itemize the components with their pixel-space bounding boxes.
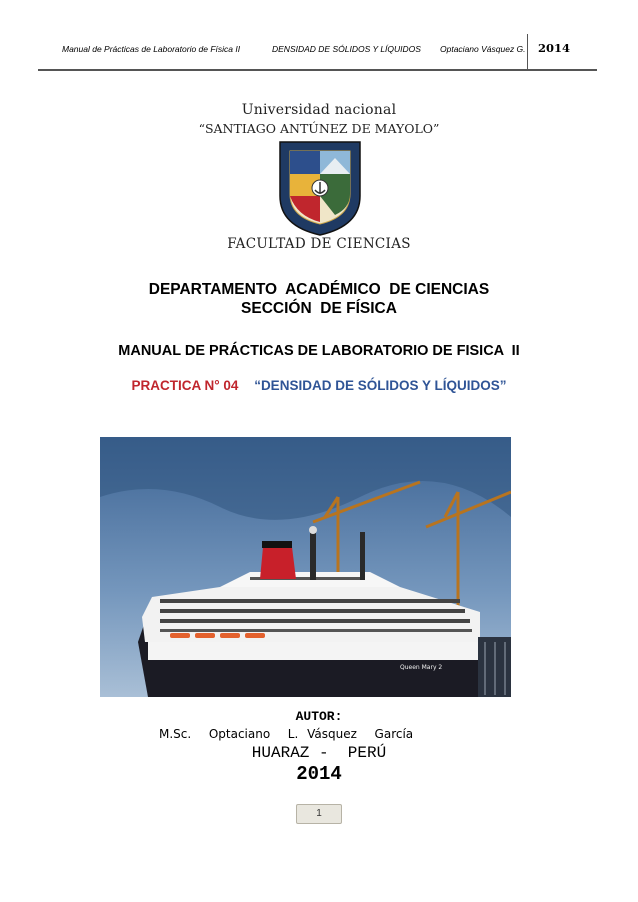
university-name: Universidad nacional (241, 102, 397, 118)
department-heading (0, 280, 638, 318)
university-subtitle: “SANTIAGO ANTÚNEZ DE MAYOLO” (198, 121, 440, 136)
city: HUARAZ - PERÚ (251, 744, 387, 762)
ship-name: Queen Mary 2 (400, 664, 443, 671)
practice-title: “DENSIDAD DE SÓLIDOS Y LÍQUIDOS” (254, 378, 507, 393)
practice-number: PRACTICA N° 04 (131, 378, 239, 393)
header-manual-title: Manual de Prácticas de Laboratorio de Física II (62, 44, 241, 54)
cover-photo (100, 437, 511, 697)
author-name: M.Sc. Optaciano L. Vásquez García (159, 727, 414, 741)
page-header (0, 0, 638, 75)
department-line-2: SECCIÓN DE FÍSICA (241, 300, 397, 317)
header-topic: DENSIDAD DE SÓLIDOS Y LÍQUIDOS (272, 44, 421, 54)
university-crest (275, 138, 365, 238)
header-author: Optaciano Vásquez G. (440, 44, 526, 54)
author-label: AUTOR: (295, 709, 343, 724)
faculty-name: FACULTAD DE CIENCIAS (227, 236, 411, 252)
header-rule (38, 69, 597, 71)
department-line-1: DEPARTAMENTO ACADÉMICO DE CIENCIAS (148, 281, 490, 298)
header-year: 2014 (538, 41, 571, 55)
manual-heading: MANUAL DE PRÁCTICAS DE LABORATORIO DE FISICA II (118, 343, 520, 359)
practice-heading (0, 378, 638, 393)
header-divider (527, 34, 528, 70)
publication-year: 2014 (296, 763, 342, 785)
page-number: 1 (296, 804, 342, 824)
